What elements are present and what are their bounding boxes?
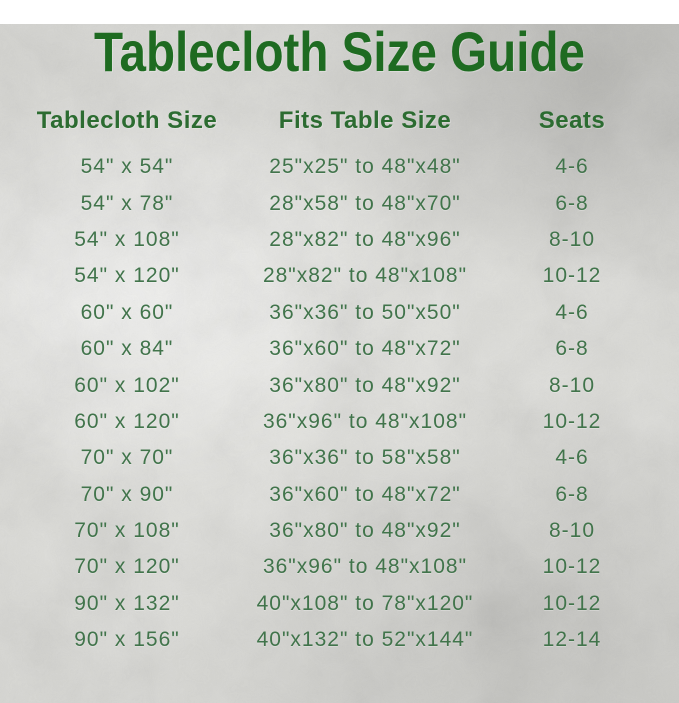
- guide-content: [0, 20, 679, 658]
- fits-table-size-cell: 28"x82" to 48"x108": [262, 264, 468, 288]
- fits-table-size-cell: 28"x58" to 48"x70": [269, 191, 461, 215]
- seats-cell: 8-10: [548, 373, 596, 397]
- table-row: [0, 622, 679, 658]
- tablecloth-size-cell: 60" x 84": [80, 337, 174, 361]
- page-title: Tablecloth Size Guide: [93, 20, 586, 83]
- seats-cell: 4-6: [555, 446, 589, 470]
- table-row: [0, 549, 679, 585]
- column-header-fits-table-size: Fits Table Size: [278, 107, 452, 134]
- seats-cell: 4-6: [555, 300, 589, 324]
- fits-table-size-cell: 25"x25" to 48"x48": [269, 155, 461, 179]
- tablecloth-size-cell: 90" x 156": [74, 628, 180, 652]
- table-row: [0, 477, 679, 513]
- fits-table-size-cell: 40"x108" to 78"x120": [256, 591, 474, 615]
- tablecloth-size-guide: [0, 20, 679, 703]
- fits-table-size-cell: 36"x96" to 48"x108": [262, 409, 468, 433]
- tablecloth-size-cell: 60" x 120": [74, 409, 180, 433]
- fits-table-size-cell: 28"x82" to 48"x96": [269, 227, 461, 251]
- tablecloth-size-cell: 60" x 102": [74, 373, 180, 397]
- seats-cell: 6-8: [555, 337, 589, 361]
- seats-cell: 10-12: [542, 264, 602, 288]
- table-row: [0, 185, 679, 221]
- tablecloth-size-cell: 54" x 108": [74, 227, 180, 251]
- table-row: [0, 586, 679, 622]
- tablecloth-size-cell: 54" x 78": [80, 191, 174, 215]
- fits-table-size-cell: 36"x80" to 48"x92": [269, 519, 461, 543]
- seats-cell: 12-14: [542, 628, 602, 652]
- table-row: [0, 331, 679, 367]
- column-header-tablecloth-size: Tablecloth Size: [36, 107, 218, 134]
- tablecloth-size-cell: 54" x 54": [80, 155, 174, 179]
- fits-table-size-cell: 36"x60" to 48"x72": [269, 482, 461, 506]
- seats-cell: 6-8: [555, 191, 589, 215]
- seats-cell: 8-10: [548, 227, 596, 251]
- tablecloth-size-cell: 54" x 120": [74, 264, 180, 288]
- table-row: [0, 149, 679, 185]
- fits-table-size-cell: 36"x60" to 48"x72": [269, 337, 461, 361]
- table-row: [0, 367, 679, 403]
- table-row: [0, 513, 679, 549]
- table-header-row: [0, 106, 679, 136]
- fits-table-size-cell: 36"x96" to 48"x108": [262, 555, 468, 579]
- table-row: [0, 404, 679, 440]
- fits-table-size-cell: 40"x132" to 52"x144": [256, 628, 474, 652]
- fits-table-size-cell: 36"x36" to 50"x50": [269, 300, 461, 324]
- seats-cell: 10-12: [542, 591, 602, 615]
- table-body: [0, 149, 679, 658]
- fits-table-size-cell: 36"x80" to 48"x92": [269, 373, 461, 397]
- seats-cell: 10-12: [542, 409, 602, 433]
- table-row: [0, 258, 679, 294]
- table-row: [0, 440, 679, 476]
- seats-cell: 8-10: [548, 519, 596, 543]
- tablecloth-size-cell: 70" x 108": [74, 519, 180, 543]
- table-row: [0, 295, 679, 331]
- tablecloth-size-cell: 70" x 90": [80, 482, 174, 506]
- column-header-seats: Seats: [538, 107, 606, 134]
- tablecloth-size-cell: 90" x 132": [74, 591, 180, 615]
- seats-cell: 10-12: [542, 555, 602, 579]
- tablecloth-size-cell: 70" x 120": [74, 555, 180, 579]
- tablecloth-size-cell: 70" x 70": [80, 446, 174, 470]
- table-row: [0, 222, 679, 258]
- fits-table-size-cell: 36"x36" to 58"x58": [269, 446, 461, 470]
- seats-cell: 6-8: [555, 482, 589, 506]
- tablecloth-size-cell: 60" x 60": [80, 300, 174, 324]
- seats-cell: 4-6: [555, 155, 589, 179]
